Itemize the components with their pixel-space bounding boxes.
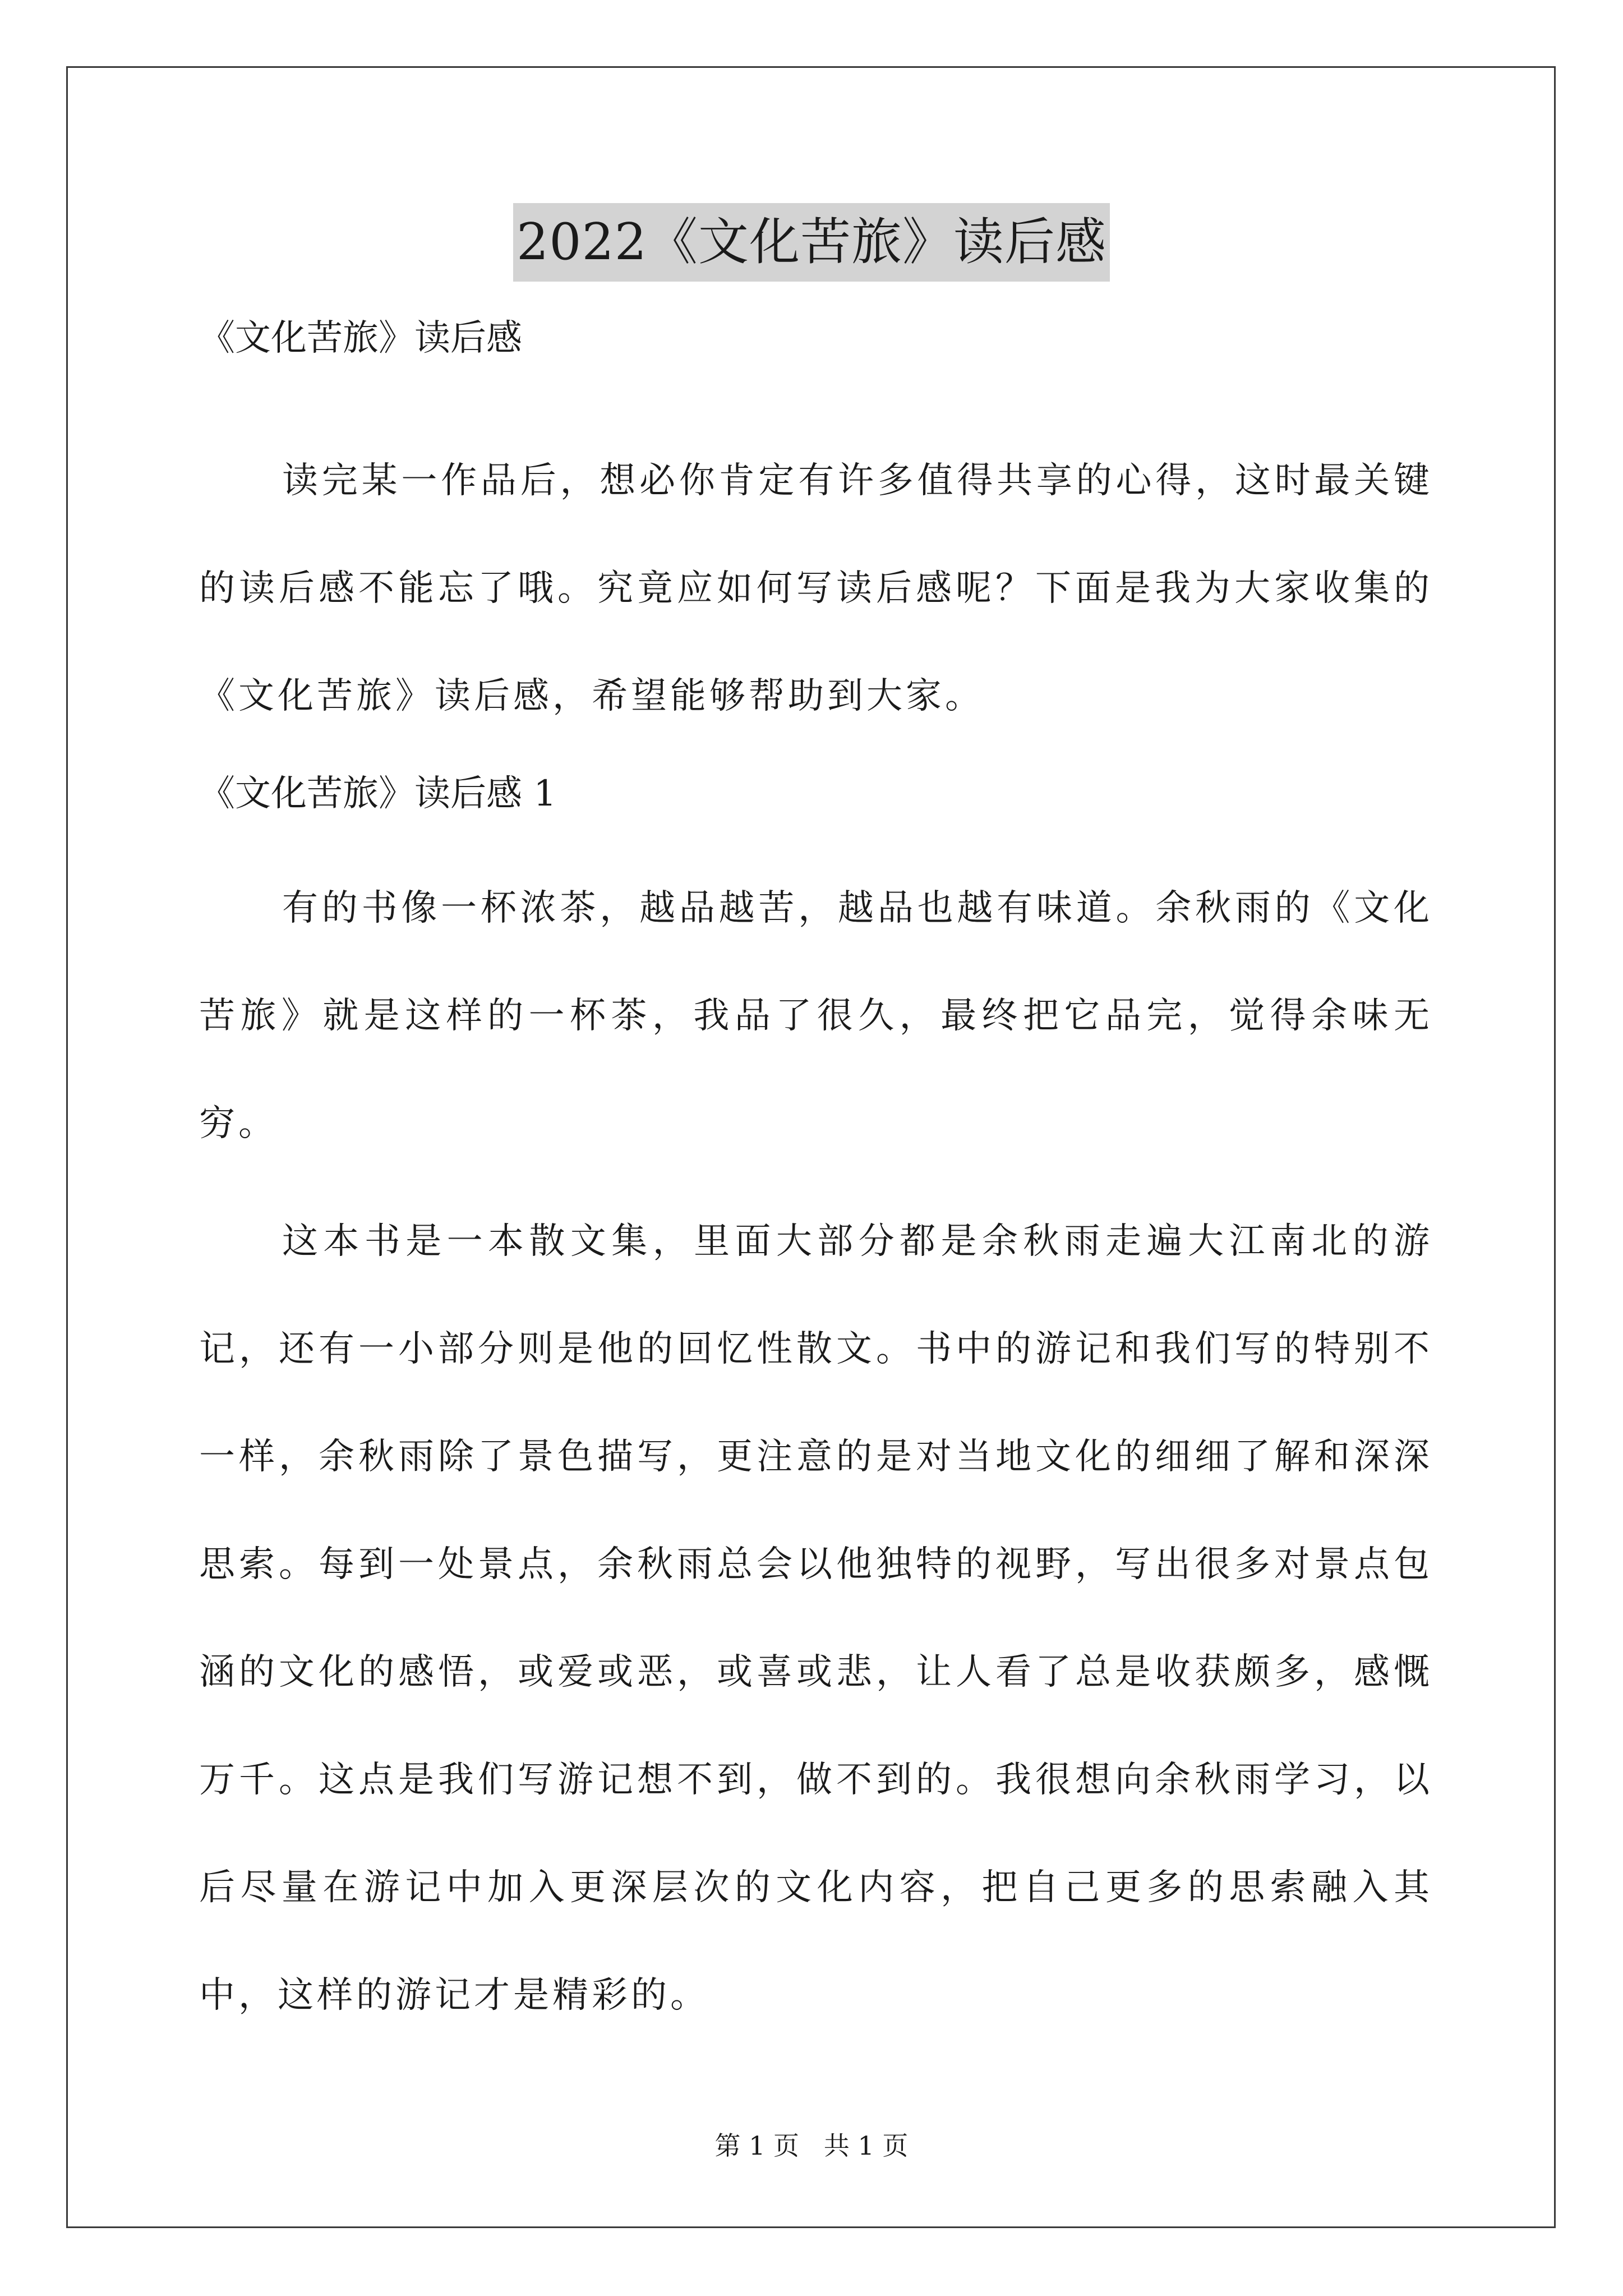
intro-paragraph: 读完某一作品后，想必你肯定有许多值得共享的心得，这时最关键的读后感不能忘了哦。究竟应如何写读后感呢？下面是我为大家收集的《文化苦旅》读后感，希望能够帮助到大家。 xyxy=(199,460,1433,717)
section-heading: 《文化苦旅》读后感 1 xyxy=(199,773,557,815)
document-body xyxy=(199,311,1433,2049)
page-footer: 第 1 页 共 1 页 xyxy=(714,2131,909,2161)
document-title: 2022《文化苦旅》读后感 xyxy=(513,203,1110,282)
document-subtitle: 《文化苦旅》读后感 xyxy=(199,318,522,359)
title-container xyxy=(0,203,1623,282)
body-paragraph-2: 这本书是一本散文集，里面大部分都是余秋雨走遍大江南北的游记，还有一小部分则是他的回忆性散文。书中的游记和我们写的特别不一样，余秋雨除了景色描写，更注意的是对当地文化的细细了解和深深思索。每到一处景点，余秋雨总会以他独特的视野，写出很多对景点包涵的文化的感悟，或爱或恶，或喜或悲，让人看了总是收获颇多，感慨万千。这点是我们写游记想不到，做不到的。我很想向余秋雨学习，以后尽量在游记中加入更深层次的文化内容，把自己更多的思索融入其中，这样的游记才是精彩的。 xyxy=(199,1221,1433,2016)
body-paragraph-1: 有的书像一杯浓茶，越品越苦，越品也越有味道。余秋雨的《文化苦旅》就是这样的一杯茶，我品了很久，最终把它品完，觉得余味无穷。 xyxy=(199,887,1433,1144)
